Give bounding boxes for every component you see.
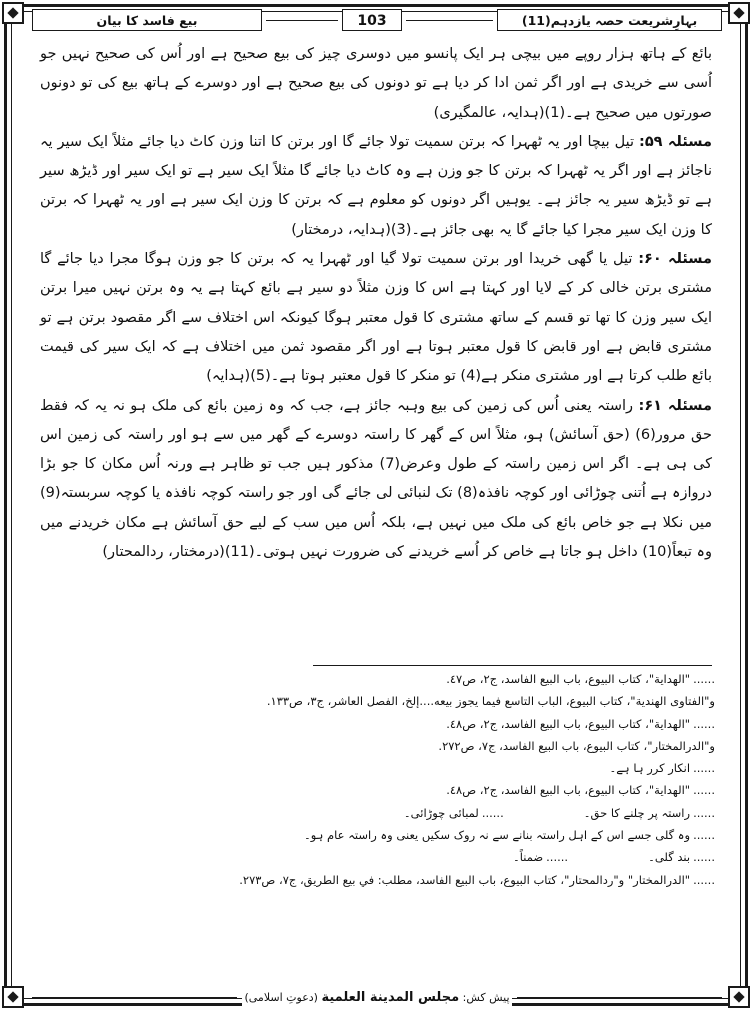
page-footer <box>32 988 722 1008</box>
footnote: ......انکار کرر ہا ہے۔ <box>609 761 715 776</box>
text-line: (حق آسائش) ہو، مثلاً اس کے گھر کا راستہ دوسرے کے گھر میں سے ہو اور راستہ کی زمین اس کی ہی ہے۔ اگر اس زمین راستہ کے <box>40 426 712 473</box>
page-header <box>32 7 722 35</box>
text-line: اور اگر ثمن ادا کر دیا ہے تو دونوں کی بیع صحیح ہے اور دوسرے کے ہاتھ بیع کی تو دونوں صورتوں میں صحیح <box>40 75 712 121</box>
footnote-text: "الهداية"، كتاب البيوع، باب البيع الفاسد، ج٢، ص٤٨. <box>446 716 691 731</box>
masala-label: مسئلہ ۶۱: <box>638 397 712 414</box>
footnote-text: "الدرالمختار" و"ردالمحتار"، كتاب البيوع، باب البيع الفاسد، مطلب: في بيع الطريق، ج٧، ص٢٧٣. <box>239 872 691 887</box>
footnote-text: و"الدرالمختار"، كتاب البيوع، باب البيع الفاسد، ج٧، ص٢٧٢. <box>438 738 715 753</box>
text-line: آسائش ہے مکان خریدنے میں وہ تبعاً(10) داخل ہو جاتا ہے خاص کر اُسے خریدنے کی ضرورت نہیں ہوتی۔(11)(درمختار، ردالمحتار) <box>40 514 712 561</box>
footnote: ......"الهداية"، كتاب البيوع، باب البيع الفاسد، ج٢، ص٤٧. <box>446 672 715 686</box>
footnote: ......"الهداية"، كتاب البيوع، باب البيع الفاسد، ج٢، ص٤٨. <box>446 716 715 731</box>
footnote-text: ضمناً۔ <box>513 850 544 865</box>
text-line: طول وعرض(7) مذکور ہیں جب تو ظاہر ہے ورنہ اُس مکان کا جو بڑا دروازہ ہے اُتنی چوڑائی اور کوچہ نافذہ(8) تک لنبائی لی جائے <box>40 456 713 502</box>
footnote: ......"الهداية"، كتاب البيوع، باب البيع الفاسد، ج٢، ص٤٨. <box>446 783 715 798</box>
text-line: ناجائز ہے اور اگر یہ ٹھہرا کہ برتن کا جو وزن ہے وہ کاٹ دیا جائے گا مثلاً ایک سیر ہے تو ایک سیر اور ڈیڑھ سیر ہے تو ڈیڑھ <box>40 163 712 209</box>
masala-60 <box>40 245 712 391</box>
footnote: ......وہ گلی جسے اس کے اہل راستہ بنانے سے نہ روک سکیں یعنی وہ راستہ عام ہو۔ <box>303 828 715 843</box>
footnote-text: راستہ پر چلنے کا حق۔ <box>583 805 691 820</box>
footnote: ......راستہ پر چلنے کا حق۔......لمبائی چوڑائی۔ <box>403 805 715 820</box>
footnote <box>60 690 715 712</box>
text-line: تیل یا گھی خریدا اور برتن سمیت تولا گیا اور ٹھہرا یہ کہ برتن کا جو وزن ہوگا مجرا دیا جائے گا مشتری برتن خالی <box>40 251 713 297</box>
header-rule <box>266 20 338 21</box>
footnote-divider <box>313 665 712 666</box>
publisher-credit <box>242 988 512 1008</box>
text-line: تیل بیچا اور یہ ٹھہرا کہ برتن سمیت تولا جائے گا اور برتن کا اتنا وزن کاٹ دیا جائے مثلاً ایک سیر یہ <box>40 133 635 150</box>
text-line: گا یہ بھی جائز ہے۔(3)(ہدایہ، درمختار) <box>291 221 528 238</box>
text-line: کر کے لایا اور کہتا ہے اس کا وزن مثلاً دو سیر ہے بائع کہتا ہے یہ وہ برتن نہیں میرا برتن ایک سیر وزن کا تھا تو قسم کے ساتھ مشتری کا <box>40 280 712 326</box>
corner-ornament-top-left <box>2 2 24 24</box>
chapter-title: بیع فاسد کا بیان <box>32 9 262 31</box>
text-line: راستہ یعنی اُس کی زمین کی بیع وہبہ جائز ہے، جب کہ وہ زمین بائع کی ملک ہو نہ یہ کہ فقط حق مرور(6) <box>40 397 713 443</box>
footnote-text: انکار کرر ہا ہے۔ <box>609 761 691 776</box>
masala-label: مسئلہ ۶۰: <box>638 251 713 268</box>
footnote: ......بند گلی۔......ضمناً۔ <box>513 850 715 865</box>
masala-61 <box>40 392 712 568</box>
footnotes <box>60 668 715 891</box>
footer-rule <box>517 997 722 998</box>
masala-label: مسئلہ ۵۹: <box>639 133 712 150</box>
paragraph-continuation <box>40 40 712 128</box>
masala-59 <box>40 128 712 245</box>
footnote-text: لمبائی چوڑائی۔ <box>403 805 479 820</box>
text-line: بائع کے ہاتھ ہزار روپے میں بیچی ہر ایک پانسو میں دوسری چیز کی بیع صحیح ہے اور اُس کی صحیح نہیں جو اُسی سے خریدی ہے <box>40 46 713 92</box>
footnote-text: وہ گلی جسے اس کے اہل راستہ بنانے سے نہ روک سکیں یعنی وہ راستہ عام ہو۔ <box>303 828 691 843</box>
publisher-name: مجلس المدينة العلمية <box>321 990 460 1005</box>
main-text <box>40 40 712 567</box>
page-number: 103 <box>342 9 402 31</box>
footnote-text: بند گلی۔ <box>648 850 691 865</box>
text-line: اختلاف ہے کہ ایک سیر کی قیمت بائع طلب کرتا ہے اور مشتری منکر ہے(4) تو منکر کا قول معتبر ہوتا ہے۔(5)(ہدایہ) <box>40 338 712 385</box>
corner-ornament-top-right <box>728 2 750 24</box>
header-rule <box>406 20 493 21</box>
footnote-text: "الهداية"، كتاب البيوع، باب البيع الفاسد، ج٢، ص٤٨. <box>446 783 691 798</box>
footnote-text: و"الفتاوى الهندية"، كتاب البيوع، الباب التاسع فيما يجوز بيعه....إلخ، الفصل العاشر، ج٣، ص١٣٣. <box>266 694 715 709</box>
corner-ornament-bottom-left <box>2 986 24 1008</box>
footer-prefix: پیش کش: <box>462 991 510 1004</box>
footer-suffix: (دعوتِ اسلامی) <box>244 991 318 1004</box>
text-line: گی اور جو راستہ کوچہ نافذہ یا کوچہ سربستہ(9) میں نکلا ہے جو خاص بائع کی ملک میں نہیں ہے، بلکہ اُس میں سب کے لیے حق <box>40 485 712 531</box>
text-line: ہے۔(1)(ہدایہ، عالمگیری) <box>433 104 591 121</box>
footnote: ......"الدرالمختار" و"ردالمحتار"، كتاب البيوع، باب البيع الفاسد، مطلب: في بيع الطريق، ج٧، ص٢٧٣. <box>239 872 715 887</box>
book-title: بہارِشریعت حصہ یازدہم(11) <box>497 9 722 31</box>
footnote <box>60 735 715 757</box>
text-line: قول معتبر ہوگا کیونکہ اس اختلاف سے اگر مقصود برتن ہے تو مشتری قابض ہے اور قابض کا قول معتبر ہوتا ہے اور اگر مقصود ثمن میں <box>40 309 712 355</box>
footnote-text: "الهداية"، كتاب البيوع، باب البيع الفاسد، ج٢، ص٤٧. <box>446 672 691 686</box>
text-line: سیر یہ جائز ہے۔ یوہیں اگر دونوں کو معلوم ہے کہ برتن کا وزن ایک سیر ہے اور یہ ٹھہرا کہ برتن کا وزن ایک سیر مجرا کیا جائے <box>40 192 712 238</box>
corner-ornament-bottom-right <box>728 986 750 1008</box>
footer-rule <box>32 997 237 998</box>
